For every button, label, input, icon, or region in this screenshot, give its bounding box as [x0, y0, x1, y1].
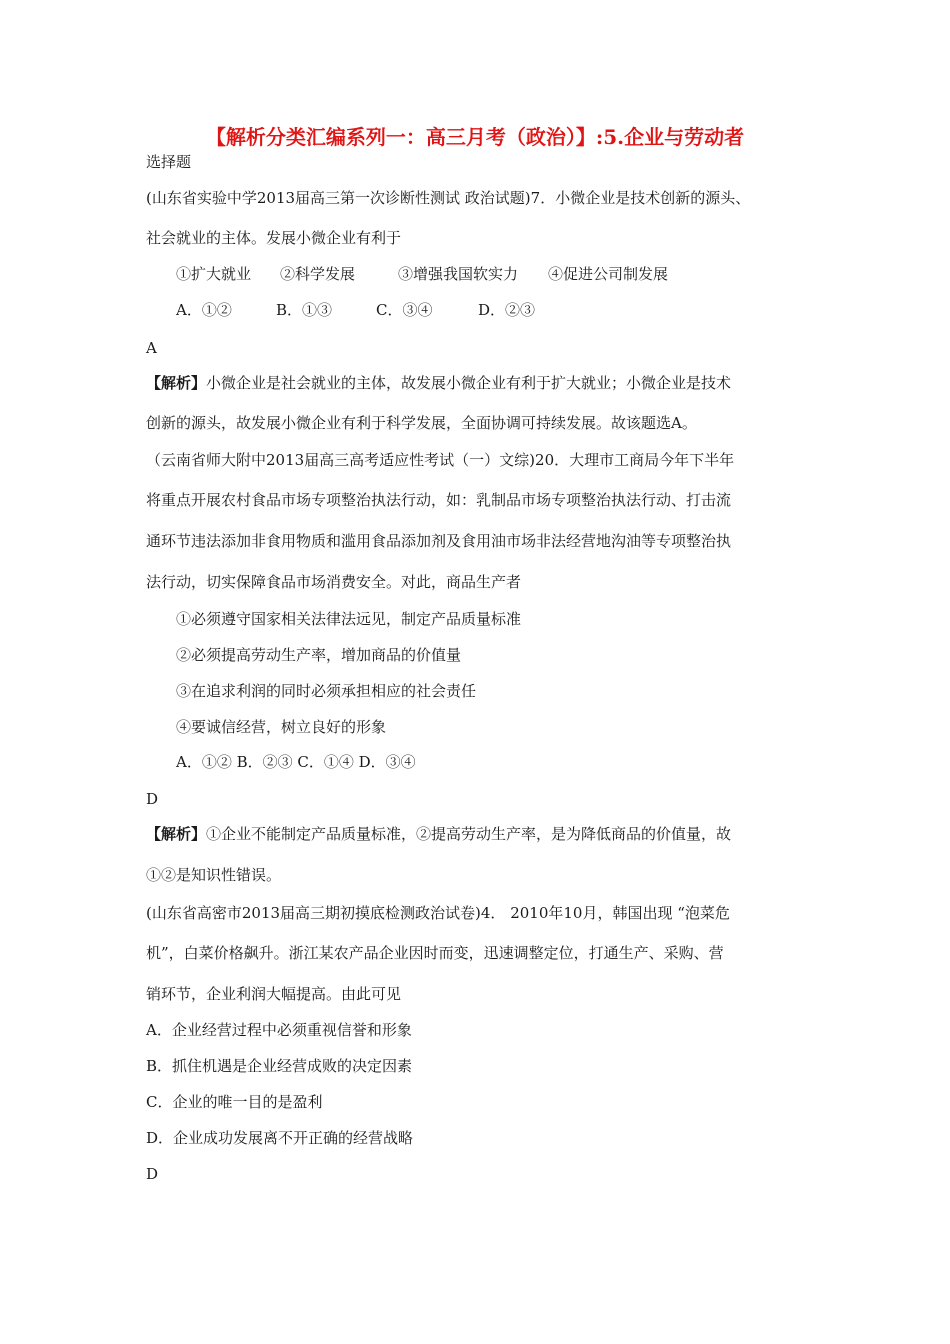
q1-item-3: ③增强我国软实力: [398, 265, 519, 283]
q1-option-c: C．③④: [376, 301, 433, 319]
q1-option-b: B．①③: [276, 301, 333, 319]
q3-option-d: D．企业成功发展离不开正确的经营战略: [146, 1129, 414, 1147]
q1-option-d: D．②③: [478, 301, 536, 319]
q3-stem-line-3: 销环节，企业利润大幅提高。由此可见: [146, 985, 402, 1003]
q2-analysis-text-1: ①企业不能制定产品质量标准，②提高劳动生产率，是为降低商品的价值量，故: [206, 825, 732, 843]
q1-analysis-line-2: 创新的源头，故发展小微企业有利于科学发展，全面协调可持续发展。故该题选A。: [146, 414, 697, 432]
q2-stem-line-3: 通环节违法添加非食用物质和滥用食品添加剂及食用油市场非法经营地沟油等专项整治执: [146, 532, 732, 550]
q2-stem-line-4: 法行动，切实保障食品市场消费安全。对此，商品生产者: [146, 573, 522, 591]
q2-analysis-line-2: ①②是知识性错误。: [146, 866, 282, 884]
q3-stem-line-1: (山东省高密市2013届高三期初摸底检测政治试卷)4． 2010年10月，韩国出现 “泡菜危: [146, 904, 730, 922]
q3-option-b: B．抓住机遇是企业经营成败的决定因素: [146, 1057, 413, 1075]
q2-analysis-tag: 【解析】: [146, 825, 207, 843]
q1-stem-line-1: (山东省实验中学2013届高三第一次诊断性测试 政治试题)7．小微企业是技术创新的源头、: [146, 189, 751, 207]
q3-option-c: C．企业的唯一目的是盈利: [146, 1093, 323, 1111]
q3-stem-line-2: 机”，白菜价格飙升。浙江某农产品企业因时而变，迅速调整定位，打通生产、采购、营: [146, 944, 724, 962]
q1-item-2: ②科学发展: [280, 265, 356, 283]
q2-item-2: ②必须提高劳动生产率，增加商品的价值量: [176, 646, 462, 664]
q2-item-4: ④要诚信经营，树立良好的形象: [176, 718, 387, 736]
q2-analysis-line-1: [146, 824, 731, 844]
q1-analysis-tag: 【解析】: [146, 374, 207, 392]
q1-analysis-line-1: [146, 373, 731, 393]
q2-item-1: ①必须遵守国家相关法律法远见，制定产品质量标准: [176, 610, 522, 628]
q1-item-1: ①扩大就业: [176, 265, 252, 283]
q2-options: A．①② B．②③ C．①④ D．③④: [176, 753, 416, 771]
q1-stem-line-2: 社会就业的主体。发展小微企业有利于: [146, 229, 402, 247]
q1-answer: A: [146, 339, 157, 357]
q2-stem-line-2: 将重点开展农村食品市场专项整治执法行动，如：乳制品市场专项整治执法行动、打击流: [146, 491, 732, 509]
document-title: 【解析分类汇编系列一：高三月考（政治）】:5.企业与劳动者: [205, 125, 745, 149]
q1-option-a: A．①②: [176, 301, 232, 319]
q3-answer: D: [146, 1165, 159, 1183]
q2-answer: D: [146, 790, 159, 808]
q1-analysis-text-1: 小微企业是社会就业的主体，故发展小微企业有利于扩大就业；小微企业是技术: [206, 374, 732, 392]
q2-item-3: ③在追求利润的同时必须承担相应的社会责任: [176, 682, 477, 700]
q3-option-a: A．企业经营过程中必须重视信誉和形象: [146, 1021, 412, 1039]
q1-item-4: ④促进公司制发展: [548, 265, 669, 283]
q2-stem-line-1: （云南省师大附中2013届高三高考适应性考试（一）文综)20．大理市工商局今年下半年: [146, 451, 735, 469]
section-heading: 选择题: [146, 153, 192, 171]
